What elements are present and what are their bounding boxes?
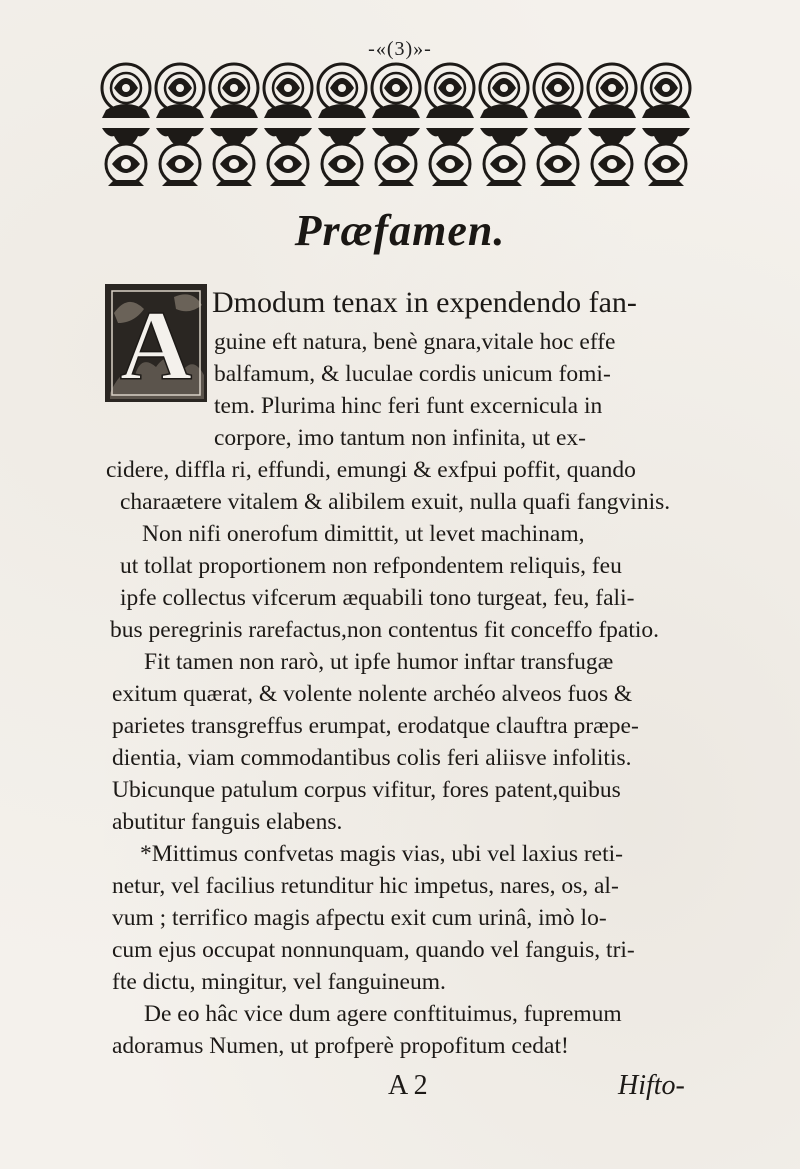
page-footer bbox=[0, 1070, 800, 1110]
page-heading: Præfamen. bbox=[294, 206, 506, 255]
text-line: parietes transgreffus erumpat, erodatque clauftra præpe- bbox=[112, 713, 639, 739]
text-line: bus peregrinis rarefactus,non contentus fit conceffo fpatio. bbox=[110, 617, 660, 643]
text-line: abutitur fanguis elabens. bbox=[112, 809, 343, 835]
text-line: exitum quærat, & volente nolente archéo alveos fuos & bbox=[112, 681, 633, 707]
text-line: tem. Plurima hinc feri funt excernicula in bbox=[214, 393, 603, 419]
text-line: Non nifi onerofum dimittit, ut levet machinam, bbox=[142, 521, 585, 547]
text-line: Fit tamen non rarò, ut ipfe humor inftar transfugæ bbox=[144, 649, 614, 675]
text-line: cum ejus occupat nonnunquam, quando vel fanguis, tri- bbox=[112, 937, 635, 963]
text-line: Dmodum tenax in expendendo fan- bbox=[212, 286, 637, 319]
text-line: corpore, imo tantum non infinita, ut ex- bbox=[214, 425, 586, 451]
signature-mark: A 2 bbox=[388, 1070, 428, 1101]
text-line: netur, vel facilius retunditur hic impetus, nares, os, al- bbox=[112, 873, 619, 899]
drop-cap-letter: A bbox=[119, 290, 193, 401]
page-number: -«(3)»- bbox=[368, 38, 432, 60]
text-line: dientia, viam commodantibus colis feri aliisve infolitis. bbox=[112, 745, 632, 771]
text-line: Ubicunque patulum corpus vifitur, fores patent,quibus bbox=[112, 777, 621, 803]
text-line: guine eft natura, benè gnara,vitale hoc effe bbox=[214, 329, 616, 355]
text-line: cidere, diffla ri, effundi, emungi & exfpui poffit, quando bbox=[106, 457, 636, 483]
text-line: balfamum, & luculae cordis unicum fomi- bbox=[214, 361, 611, 387]
text-line: ipfe collectus vifcerum æquabili tono turgeat, feu, fali- bbox=[120, 585, 635, 611]
catchword: Hifto- bbox=[618, 1070, 685, 1101]
text-line: adoramus Numen, ut profperè propofitum cedat! bbox=[112, 1033, 569, 1059]
text-line: ut tollat proportionem non refpondentem reliquis, feu bbox=[120, 553, 622, 579]
text-line: De eo hâc vice dum agere conftituimus, fupremum bbox=[144, 1001, 622, 1027]
text-line: fte dictu, mingitur, vel fanguineum. bbox=[112, 969, 446, 995]
text-line: *Mittimus confvetas magis vias, ubi vel laxius reti- bbox=[140, 841, 623, 867]
text-line: vum ; terrifico magis afpectu exit cum urinâ, imò lo- bbox=[112, 905, 607, 931]
text-line: charaætere vitalem & alibilem exuit, nulla quafi fangvinis. bbox=[120, 489, 671, 515]
